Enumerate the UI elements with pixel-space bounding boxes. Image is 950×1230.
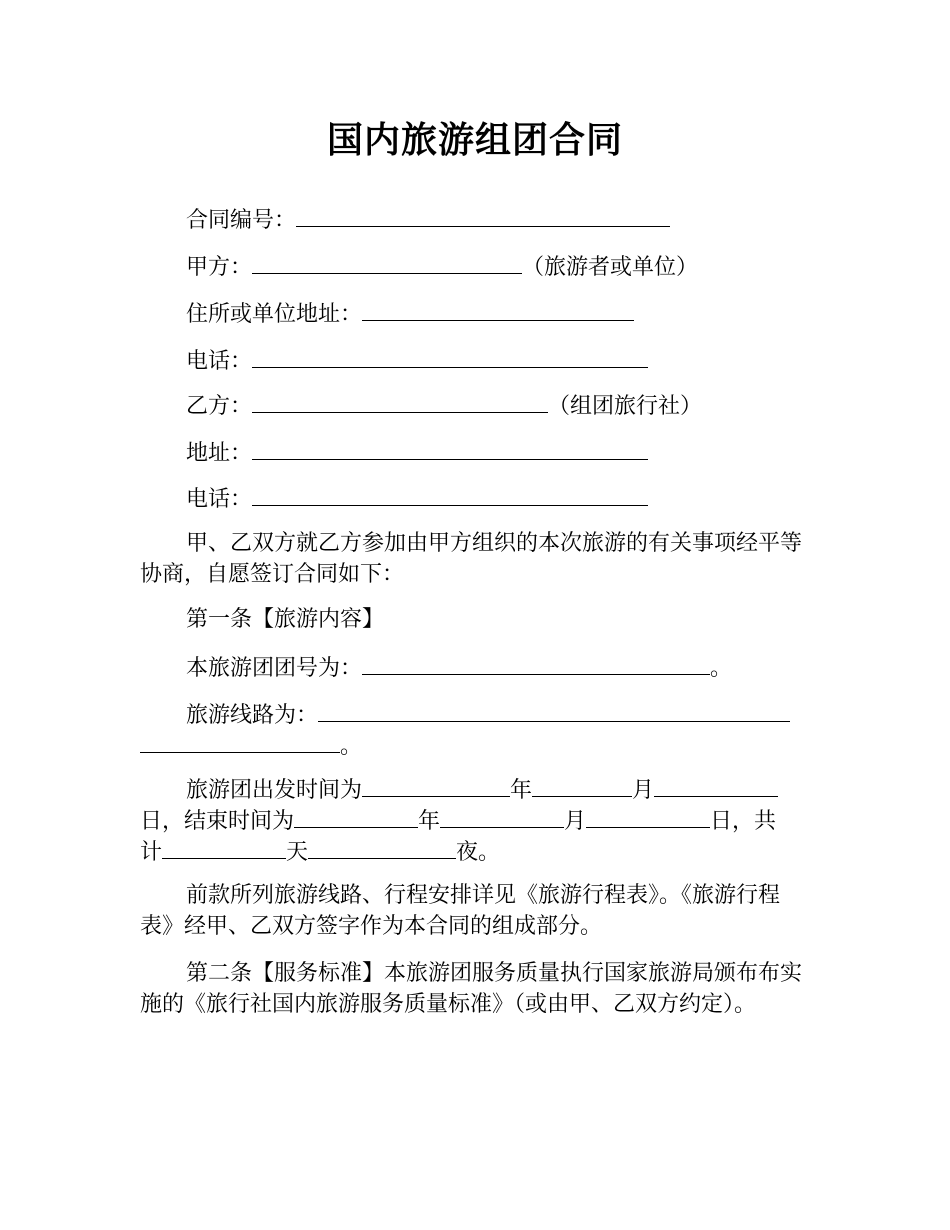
days-unit: 天 [286,840,309,865]
party-b-note: （组团旅行社） [548,394,703,419]
party-b-phone-label: 电话： [186,487,253,512]
intro-paragraph [140,528,810,590]
party-b-label: 乙方： [186,394,253,419]
party-a-address-row [186,298,634,330]
party-b-address-blank[interactable] [252,437,648,460]
departure-year-unit: 年 [510,778,533,803]
party-a-address-blank[interactable] [362,298,634,321]
departure-label: 旅游团出发时间为 [186,778,363,803]
schedule-paragraph [140,880,810,942]
period-row-3 [140,836,500,868]
intro-text: 甲、乙双方就乙方参加由甲方组织的本次旅游的有关事项经平等协商，自愿签订合同如下： [140,531,803,587]
period-row-2 [140,805,776,837]
group-number-blank[interactable] [362,652,710,675]
nights-unit: 夜。 [456,840,501,865]
contract-number-row [186,204,670,236]
route-blank-1[interactable] [318,699,790,722]
period-row-1 [186,774,778,806]
party-a-row [186,251,698,283]
total-prefix: 计 [140,840,163,865]
route-row-cont [140,730,362,762]
contract-number-blank[interactable] [296,204,670,227]
party-b-address-row [186,437,648,469]
total-label: 日，共 [710,809,777,834]
contract-number-label: 合同编号： [186,208,297,233]
party-a-blank[interactable] [252,251,522,274]
end-month-unit: 月 [564,809,587,834]
article-2-text: 第二条【服务标准】本旅游团服务质量执行国家旅游局颁布布实施的《旅行社国内旅游服务质量标准》（或由甲、乙双方约定）。 [140,961,803,1017]
party-b-phone-row [186,483,648,515]
party-a-phone-blank[interactable] [252,345,648,368]
party-b-blank[interactable] [252,390,548,413]
page-title: 国内旅游组团合同 [326,120,623,161]
party-b-phone-blank[interactable] [252,483,648,506]
article-2-paragraph [140,958,810,1020]
end-day-blank[interactable] [586,805,710,828]
end-year-unit: 年 [418,809,441,834]
departure-year-blank[interactable] [362,774,510,797]
departure-day-blank[interactable] [654,774,778,797]
party-a-note: （旅游者或单位） [522,255,699,280]
route-row [186,699,790,731]
party-a-phone-row [186,345,648,377]
article-1-heading: 第一条【旅游内容】 [186,607,385,632]
party-a-address-label: 住所或单位地址： [186,302,363,327]
total-nights-blank[interactable] [308,836,456,859]
end-month-blank[interactable] [440,805,564,828]
end-year-blank[interactable] [294,805,418,828]
schedule-text: 前款所列旅游线路、行程安排详见《旅游行程表》。《旅游行程表》经甲、乙双方签字作为本合同的组成部分。 [140,883,781,939]
group-number-period: 。 [710,656,733,681]
end-time-label: 日，结束时间为 [140,809,295,834]
departure-month-unit: 月 [632,778,655,803]
departure-month-blank[interactable] [532,774,632,797]
total-days-blank[interactable] [162,836,286,859]
group-number-label: 本旅游团团号为： [186,656,363,681]
party-a-label: 甲方： [186,255,253,280]
party-b-row [186,390,702,422]
route-label: 旅游线路为： [186,703,319,728]
route-blank-2[interactable] [140,730,340,753]
party-b-address-label: 地址： [186,441,253,466]
route-period: 。 [340,734,363,759]
party-a-phone-label: 电话： [186,349,253,374]
group-number-row [186,652,732,684]
